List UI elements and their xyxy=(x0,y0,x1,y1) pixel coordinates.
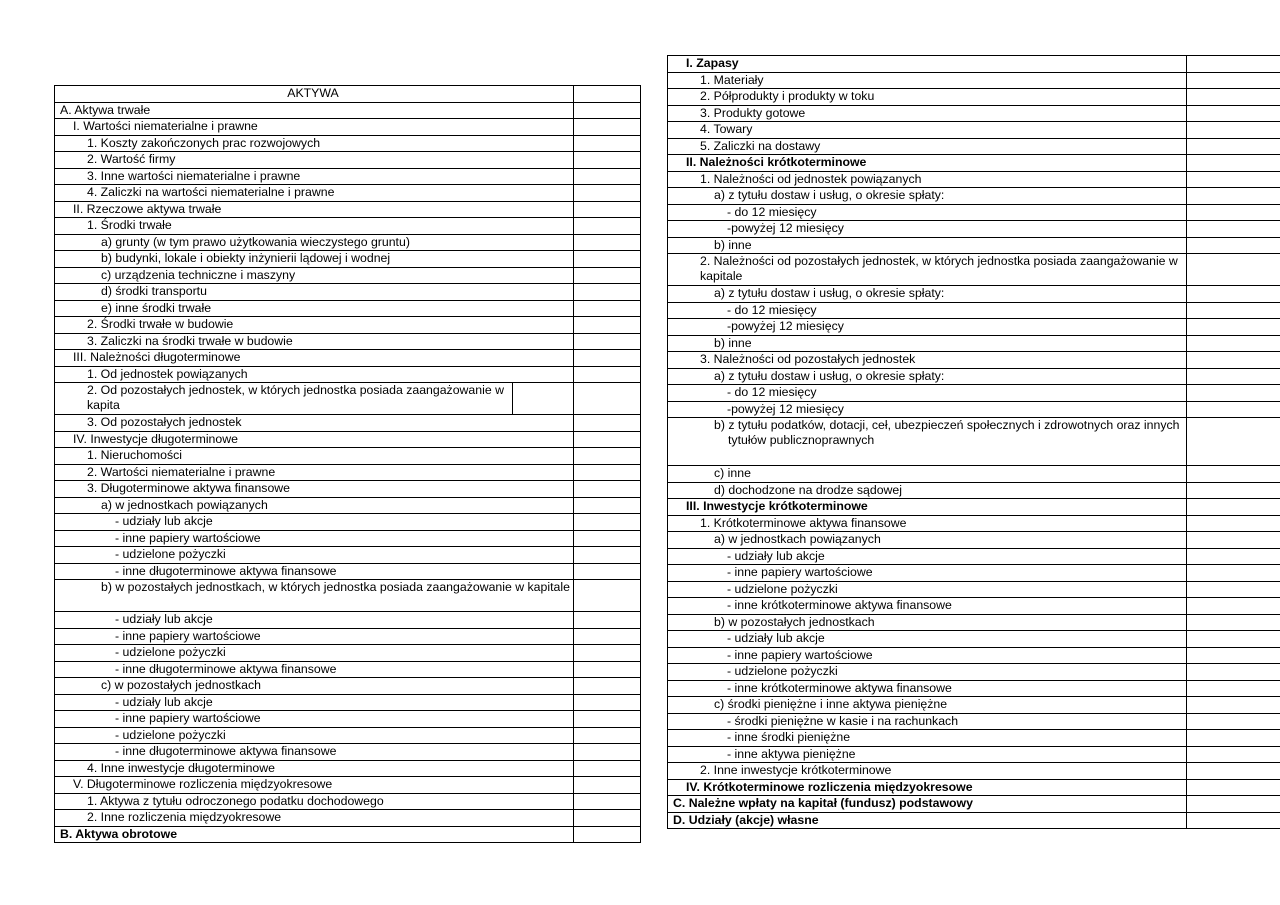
row-label: c) inne xyxy=(668,466,1187,483)
table-row xyxy=(668,105,1280,122)
value-cell xyxy=(574,481,641,498)
row-label: - inne długoterminowe aktywa finansowe xyxy=(55,661,574,678)
row-label: B. Aktywa obrotowe xyxy=(55,826,574,843)
table-row xyxy=(668,532,1280,549)
row-label: 5. Zaliczki na dostawy xyxy=(668,138,1187,155)
row-label: 2. Środki trwałe w budowie xyxy=(55,317,574,334)
row-label: 2. Wartość firmy xyxy=(55,152,574,169)
row-label: 3. Od pozostałych jednostek xyxy=(55,415,574,432)
value-cell xyxy=(1187,385,1280,402)
value-cell xyxy=(574,793,641,810)
row-label: 2. Inne rozliczenia międzyokresowe xyxy=(55,810,574,827)
row-label: d) dochodzone na drodze sądowej xyxy=(668,482,1187,499)
row-label: 3. Inne wartości niematerialne i prawne xyxy=(55,168,574,185)
value-cell xyxy=(1187,548,1280,565)
value-cell xyxy=(1187,647,1280,664)
row-label: 1. Należności od jednostek powiązanych xyxy=(668,171,1187,188)
row-label: 1. Środki trwałe xyxy=(55,218,574,235)
table-row xyxy=(55,727,641,744)
value-cell xyxy=(1187,614,1280,631)
table-row xyxy=(55,267,641,284)
value-cell xyxy=(1187,138,1280,155)
value-cell xyxy=(574,580,641,612)
row-label: III. Należności długoterminowe xyxy=(55,350,574,367)
table-row xyxy=(55,135,641,152)
value-cell xyxy=(574,661,641,678)
table-row xyxy=(55,826,641,843)
row-label: - udziały lub akcje xyxy=(55,514,574,531)
row-label: II. Rzeczowe aktywa trwałe xyxy=(55,201,574,218)
table-row xyxy=(55,744,641,761)
value-cell xyxy=(574,119,641,136)
row-label: IV. Inwestycje długoterminowe xyxy=(55,431,574,448)
table-row xyxy=(668,368,1280,385)
row-label: a) grunty (w tym prawo użytkowania wieczystego gruntu) xyxy=(55,234,574,251)
table-row xyxy=(55,251,641,268)
value-cell xyxy=(574,102,641,119)
row-label: IV. Krótkoterminowe rozliczenia międzyokresowe xyxy=(668,779,1187,796)
value-cell xyxy=(574,267,641,284)
row-label: 1. Aktywa z tytułu odroczonego podatku dochodowego xyxy=(55,793,574,810)
row-label: b) inne xyxy=(668,335,1187,352)
table-row xyxy=(55,810,641,827)
value-cell xyxy=(1187,499,1280,516)
value-cell xyxy=(1187,730,1280,747)
value-cell xyxy=(1187,122,1280,139)
table-row xyxy=(55,234,641,251)
table-row xyxy=(668,713,1280,730)
row-label: b) z tytułu podatków, dotacji, ceł, ubezpieczeń społecznych i zdrowotnych oraz innych xyxy=(714,418,1180,432)
table-row xyxy=(55,497,641,514)
value-cell xyxy=(574,645,641,662)
row-label: e) inne środki trwałe xyxy=(55,300,574,317)
table-row xyxy=(668,385,1280,402)
table-row xyxy=(55,711,641,728)
value-cell xyxy=(1187,796,1280,813)
row-label: C. Należne wpłaty na kapitał (fundusz) podstawowy xyxy=(668,796,1187,813)
row-label: -powyżej 12 miesięcy xyxy=(668,401,1187,418)
row-label: - udziały lub akcje xyxy=(668,548,1187,565)
table-row xyxy=(668,254,1280,286)
value-cell xyxy=(1187,565,1280,582)
value-cell xyxy=(574,497,641,514)
table-row xyxy=(668,72,1280,89)
table-row xyxy=(55,102,641,119)
table-row xyxy=(668,401,1280,418)
value-cell xyxy=(1187,302,1280,319)
table-row xyxy=(668,763,1280,780)
value-cell xyxy=(1187,352,1280,369)
row-label: b) inne xyxy=(668,237,1187,254)
table-row xyxy=(668,335,1280,352)
value-cell xyxy=(1187,713,1280,730)
value-cell xyxy=(1187,204,1280,221)
row-label: - udzielone pożyczki xyxy=(668,664,1187,681)
value-cell xyxy=(1187,171,1280,188)
table-row xyxy=(55,563,641,580)
value-cell xyxy=(1187,631,1280,648)
value-cell xyxy=(1187,368,1280,385)
row-label: 1. Materiały xyxy=(668,72,1187,89)
row-label: - udzielone pożyczki xyxy=(55,727,574,744)
value-cell xyxy=(1187,89,1280,106)
row-label: 1. Nieruchomości xyxy=(55,448,574,465)
row-label: - inne długoterminowe aktywa finansowe xyxy=(55,744,574,761)
table-row xyxy=(668,515,1280,532)
table-row xyxy=(55,793,641,810)
table-row xyxy=(668,56,1280,73)
row-label: - inne aktywa pieniężne xyxy=(668,746,1187,763)
row-label: 2. Wartości niematerialne i prawne xyxy=(55,464,574,481)
row-label: - środki pieniężne w kasie i na rachunkach xyxy=(668,713,1187,730)
row-label: 4. Towary xyxy=(668,122,1187,139)
value-cell xyxy=(1187,482,1280,499)
table-row xyxy=(55,448,641,465)
row-label: II. Należności krótkoterminowe xyxy=(668,155,1187,172)
row-label: - udziały lub akcje xyxy=(55,694,574,711)
table-row xyxy=(55,547,641,564)
row-label: c) w pozostałych jednostkach xyxy=(55,678,574,695)
value-cell xyxy=(1187,254,1280,286)
table-row xyxy=(668,812,1280,829)
row-label: - udzielone pożyczki xyxy=(55,547,574,564)
value-cell xyxy=(574,300,641,317)
row-label: c) urządzenia techniczne i maszyny xyxy=(55,267,574,284)
value-cell xyxy=(574,366,641,383)
value-cell xyxy=(574,530,641,547)
value-cell xyxy=(1187,237,1280,254)
row-label: - udzielone pożyczki xyxy=(668,581,1187,598)
row-label: - inne krótkoterminowe aktywa finansowe xyxy=(668,680,1187,697)
table-row xyxy=(668,779,1280,796)
value-cell xyxy=(574,383,641,415)
row-label: - udziały lub akcje xyxy=(55,612,574,629)
table-header-aktywa: AKTYWA xyxy=(55,86,574,103)
table-row xyxy=(55,694,641,711)
value-cell xyxy=(574,152,641,169)
assets-table-right xyxy=(667,55,1280,829)
table-row xyxy=(668,598,1280,615)
table-row xyxy=(55,612,641,629)
table-row xyxy=(55,628,641,645)
row-label: - inne papiery wartościowe xyxy=(55,711,574,728)
table-row xyxy=(55,317,641,334)
value-cell xyxy=(1187,418,1280,466)
value-cell xyxy=(574,185,641,202)
row-label: a) w jednostkach powiązanych xyxy=(55,497,574,514)
row-label: 2. Od pozostałych jednostek, w których jednostka posiada zaangażowanie w kapita xyxy=(87,383,504,412)
row-label: 1. Od jednostek powiązanych xyxy=(55,366,574,383)
value-cell xyxy=(574,727,641,744)
table-row xyxy=(55,201,641,218)
row-label: 2. Inne inwestycje krótkoterminowe xyxy=(668,763,1187,780)
table-row xyxy=(668,204,1280,221)
table-row xyxy=(668,697,1280,714)
row-label: I. Zapasy xyxy=(668,56,1187,73)
row-label: D. Udziały (akcje) własne xyxy=(668,812,1187,829)
value-cell xyxy=(1187,664,1280,681)
assets-table-left xyxy=(54,85,641,843)
value-cell xyxy=(574,350,641,367)
row-label: a) w jednostkach powiązanych xyxy=(668,532,1187,549)
row-label: - do 12 miesięcy xyxy=(668,204,1187,221)
row-label: 3. Zaliczki na środki trwałe w budowie xyxy=(55,333,574,350)
value-cell xyxy=(1187,335,1280,352)
value-cell xyxy=(574,612,641,629)
value-cell xyxy=(1187,72,1280,89)
table-row xyxy=(55,645,641,662)
value-cell xyxy=(574,317,641,334)
value-cell xyxy=(574,464,641,481)
table-row xyxy=(668,482,1280,499)
table-row xyxy=(55,152,641,169)
row-label: b) budynki, lokale i obiekty inżynierii lądowej i wodnej xyxy=(55,251,574,268)
table-row xyxy=(55,185,641,202)
row-label: a) z tytułu dostaw i usług, o okresie spłaty: xyxy=(668,188,1187,205)
row-label: 2. Półprodukty i produkty w toku xyxy=(668,89,1187,106)
value-cell xyxy=(1187,319,1280,336)
row-label: 3. Należności od pozostałych jednostek xyxy=(668,352,1187,369)
value-cell xyxy=(1187,105,1280,122)
table-row xyxy=(55,678,641,695)
row-label: c) środki pieniężne i inne aktywa pieniężne xyxy=(668,697,1187,714)
value-cell xyxy=(1187,466,1280,483)
row-label: V. Długoterminowe rozliczenia międzyokresowe xyxy=(55,777,574,794)
value-cell xyxy=(1187,221,1280,238)
table-row xyxy=(668,746,1280,763)
value-cell xyxy=(574,514,641,531)
row-label: - inne papiery wartościowe xyxy=(55,530,574,547)
table-row xyxy=(668,565,1280,582)
row-label: 4. Inne inwestycje długoterminowe xyxy=(55,760,574,777)
value-cell xyxy=(574,760,641,777)
row-label: 1. Krótkoterminowe aktywa finansowe xyxy=(668,515,1187,532)
value-cell xyxy=(574,135,641,152)
table-row xyxy=(55,415,641,432)
value-cell xyxy=(1187,155,1280,172)
row-label: - inne papiery wartościowe xyxy=(668,647,1187,664)
row-label: - inne papiery wartościowe xyxy=(668,565,1187,582)
table-row xyxy=(55,464,641,481)
table-row xyxy=(668,188,1280,205)
value-cell xyxy=(574,744,641,761)
row-label: A. Aktywa trwałe xyxy=(55,102,574,119)
value-cell xyxy=(574,234,641,251)
table-row xyxy=(55,284,641,301)
row-label: -powyżej 12 miesięcy xyxy=(668,319,1187,336)
value-cell xyxy=(1187,581,1280,598)
row-label: b) w pozostałych jednostkach xyxy=(668,614,1187,631)
row-label: 1. Koszty zakończonych prac rozwojowych xyxy=(55,135,574,152)
table-row xyxy=(55,350,641,367)
row-label: - do 12 miesięcy xyxy=(668,385,1187,402)
value-cell xyxy=(1187,401,1280,418)
value-cell xyxy=(1187,779,1280,796)
row-label: - inne środki pieniężne xyxy=(668,730,1187,747)
table-row xyxy=(668,680,1280,697)
row-label-multiline xyxy=(668,418,1187,466)
value-cell xyxy=(574,628,641,645)
table-row xyxy=(668,581,1280,598)
value-cell xyxy=(574,547,641,564)
table-row xyxy=(55,580,641,612)
value-cell xyxy=(1187,598,1280,615)
table-row xyxy=(55,530,641,547)
table-row xyxy=(55,119,641,136)
value-cell xyxy=(574,694,641,711)
row-label: - do 12 miesięcy xyxy=(668,302,1187,319)
table-row xyxy=(668,664,1280,681)
value-cell xyxy=(574,284,641,301)
value-cell xyxy=(574,86,641,103)
value-cell xyxy=(574,826,641,843)
value-cell xyxy=(1187,680,1280,697)
row-label: 3. Długoterminowe aktywa finansowe xyxy=(55,481,574,498)
row-label: b) w pozostałych jednostkach, w których jednostka posiada zaangażowanie w kapitale xyxy=(55,580,574,612)
table-row xyxy=(55,431,641,448)
row-label: - inne długoterminowe aktywa finansowe xyxy=(55,563,574,580)
row-label-split xyxy=(55,383,574,415)
value-cell xyxy=(574,251,641,268)
row-label: I. Wartości niematerialne i prawne xyxy=(55,119,574,136)
table-row xyxy=(668,730,1280,747)
table-row xyxy=(55,333,641,350)
table-row xyxy=(55,366,641,383)
value-cell xyxy=(1187,515,1280,532)
value-cell xyxy=(574,201,641,218)
row-label: 4. Zaliczki na wartości niematerialne i prawne xyxy=(55,185,574,202)
value-cell xyxy=(1187,56,1280,73)
table-row xyxy=(55,661,641,678)
value-cell xyxy=(1187,763,1280,780)
row-label: - udziały lub akcje xyxy=(668,631,1187,648)
table-header-row xyxy=(55,86,641,103)
row-label: 2. Należności od pozostałych jednostek, w których jednostka posiada zaangażowanie w kapitale xyxy=(668,254,1187,286)
row-label: - inne krótkoterminowe aktywa finansowe xyxy=(668,598,1187,615)
value-cell xyxy=(574,333,641,350)
row-label: - udzielone pożyczki xyxy=(55,645,574,662)
table-row xyxy=(668,155,1280,172)
table-row xyxy=(668,171,1280,188)
value-cell xyxy=(574,777,641,794)
table-row xyxy=(55,168,641,185)
row-label: d) środki transportu xyxy=(55,284,574,301)
table-row xyxy=(55,218,641,235)
table-row xyxy=(55,514,641,531)
table-row xyxy=(668,122,1280,139)
table-row xyxy=(55,760,641,777)
row-label: a) z tytułu dostaw i usług, o okresie spłaty: xyxy=(668,286,1187,303)
table-row xyxy=(668,418,1280,466)
table-row xyxy=(668,221,1280,238)
table-row xyxy=(668,647,1280,664)
table-row xyxy=(668,614,1280,631)
table-row xyxy=(55,777,641,794)
value-cell xyxy=(1187,812,1280,829)
row-label: - inne papiery wartościowe xyxy=(55,628,574,645)
row-label: a) z tytułu dostaw i usług, o okresie spłaty: xyxy=(668,368,1187,385)
table-row xyxy=(668,631,1280,648)
table-row xyxy=(668,796,1280,813)
value-cell xyxy=(574,711,641,728)
value-cell xyxy=(1187,697,1280,714)
table-row xyxy=(668,302,1280,319)
value-cell xyxy=(574,168,641,185)
table-row xyxy=(668,548,1280,565)
table-row xyxy=(668,89,1280,106)
table-row xyxy=(668,466,1280,483)
table-row xyxy=(668,319,1280,336)
table-row xyxy=(55,383,641,415)
value-cell xyxy=(1187,286,1280,303)
row-label: III. Inwestycje krótkoterminowe xyxy=(668,499,1187,516)
table-row xyxy=(55,300,641,317)
value-cell xyxy=(574,563,641,580)
row-label: -powyżej 12 miesięcy xyxy=(668,221,1187,238)
inner-divider xyxy=(512,383,573,414)
table-row xyxy=(668,138,1280,155)
value-cell xyxy=(574,448,641,465)
value-cell xyxy=(574,218,641,235)
row-label-continuation: tytułów publicznoprawnych xyxy=(728,433,875,447)
row-label: 3. Produkty gotowe xyxy=(668,105,1187,122)
value-cell xyxy=(574,678,641,695)
value-cell xyxy=(1187,188,1280,205)
value-cell xyxy=(1187,746,1280,763)
table-row xyxy=(668,237,1280,254)
table-row xyxy=(668,352,1280,369)
value-cell xyxy=(574,810,641,827)
table-row xyxy=(668,499,1280,516)
value-cell xyxy=(1187,532,1280,549)
value-cell xyxy=(574,431,641,448)
table-row xyxy=(668,286,1280,303)
table-row xyxy=(55,481,641,498)
value-cell xyxy=(574,415,641,432)
